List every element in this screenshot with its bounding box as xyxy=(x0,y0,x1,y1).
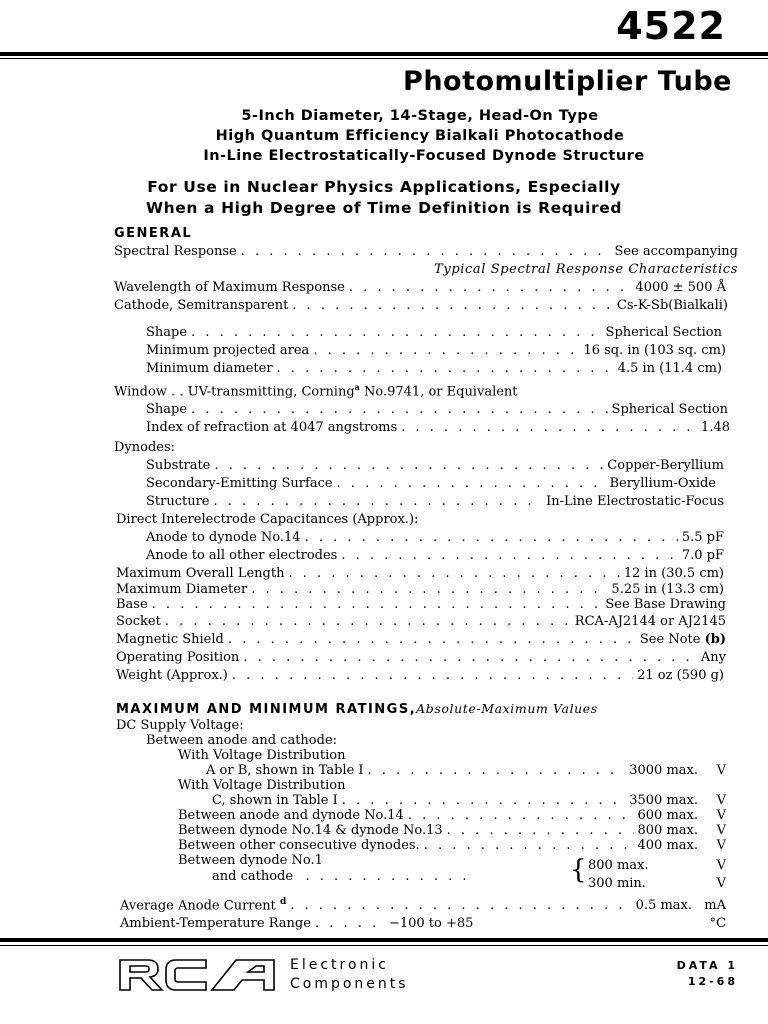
subtitle-line-1: 5-Inch Diameter, 14-Stage, Head-On Type xyxy=(241,108,599,124)
spectral-response-row xyxy=(114,243,738,261)
window-row: Window . . UV-transmitting, Corning$^a$ No.9741, or Equivalent xyxy=(114,382,518,400)
spectral-response-label: Spectral Response xyxy=(114,244,237,259)
c-shown-row: C, shown in Table I . . . 3500 max. V xyxy=(212,793,726,808)
other-consecutive-rating-row: Between other consecutive dynodes. . . . 400 max. V xyxy=(178,838,726,853)
structure-row: Structure . . . In-Line Electrostatic-Focus xyxy=(146,493,724,511)
ratings-heading: MAXIMUM AND MINIMUM RATINGS,Absolute-Maximum Values xyxy=(116,701,598,717)
max-length-row: Maximum Overall Length . . . 12 in (30.5 cm) xyxy=(116,565,724,583)
capacitances-label: Direct Interelectrode Capacitances (Approx.): xyxy=(116,512,419,528)
spectral-response-note: Typical Spectral Response Characteristics xyxy=(434,262,738,277)
tube-number: 4522 xyxy=(616,4,726,48)
footer-company: Electronic Components xyxy=(290,957,409,992)
rca-logo-icon xyxy=(118,958,278,992)
use-line-1: For Use in Nuclear Physics Applications, Especially xyxy=(147,178,621,196)
base-row: Base . . . See Base Drawing xyxy=(116,597,726,613)
anode-others-cap-row: Anode to all other electrodes . . . 7.0 pF xyxy=(146,547,724,565)
rca-logo xyxy=(118,958,278,997)
dc-supply-label: DC Supply Voltage: xyxy=(116,718,244,733)
page-title: Photomultiplier Tube xyxy=(403,66,732,97)
between-anode-cathode-label: Between anode and cathode: xyxy=(146,733,338,748)
with-voltage-distribution-2: With Voltage Distribution xyxy=(178,778,346,793)
magnetic-shield-row: Magnetic Shield . . . See Note (b) xyxy=(116,631,726,649)
dynode14-13-rating-row: Between dynode No.14 & dynode No.13 . . . 800 max. V xyxy=(178,823,726,838)
general-heading: GENERAL xyxy=(114,226,193,241)
cathode-shape-row: Shape . . . Spherical Section xyxy=(146,324,722,342)
footer-data-label: DATA 1 12-68 xyxy=(676,959,738,988)
substrate-row: Substrate . . . Copper-Beryllium xyxy=(146,457,724,475)
brace-icon: { xyxy=(570,855,587,885)
max-diameter-row: Maximum Diameter . . . 5.25 in (13.3 cm) xyxy=(116,583,724,597)
footer-rule-thin xyxy=(0,945,768,946)
header-rule xyxy=(0,52,768,56)
secondary-surface-row: Secondary-Emitting Surface . . . Beryllium-Oxide xyxy=(146,475,716,493)
window-shape-row: Shape . . . Spherical Section xyxy=(146,401,728,419)
min-projected-area-row: Minimum projected area . . . 16 sq. in (103 sq. cm) xyxy=(146,342,726,360)
subtitle-line-2: High Quantum Efficiency Bialkali Photocathode xyxy=(215,128,625,144)
general-section xyxy=(114,243,738,685)
refraction-row: Index of refraction at 4047 angstroms . . . 1.48 xyxy=(146,419,730,437)
header-rule-thin xyxy=(0,58,768,59)
use-line-2: When a High Degree of Time Definition is Required xyxy=(145,199,623,217)
min-diameter-row: Minimum diameter . . . 4.5 in (11.4 cm) xyxy=(146,360,722,378)
anode-dynode14-cap-row: Anode to dynode No.14 . . . 5.5 pF xyxy=(146,529,724,547)
dynodes-label: Dynodes: xyxy=(114,440,176,456)
avg-anode-current-row: Average Anode Current $^d$ . . . 0.5 max. mA xyxy=(120,893,726,915)
subtitle-line-3: In-Line Electrostatically-Focused Dynode Structure xyxy=(203,148,645,164)
cathode-row: Cathode, Semitransparent . . . Cs-K-Sb(Bialkali) xyxy=(114,297,728,315)
ambient-temp-row: Ambient-Temperature Range . . . −100 to +85 °C xyxy=(120,915,726,933)
with-voltage-distribution-1: With Voltage Distribution xyxy=(178,748,346,763)
spectral-response-value: See accompanying xyxy=(614,244,738,259)
wavelength-row: Wavelength of Maximum Response . . . 4000 ± 500 Å xyxy=(114,279,726,297)
operating-position-row: Operating Position . . . Any xyxy=(116,649,726,667)
a-or-b-row: A or B, shown in Table I . . . 3000 max. V xyxy=(206,763,726,778)
anode-dynode14-rating-row: Between anode and dynode No.14 . . . 600 max. V xyxy=(178,808,726,823)
socket-row: Socket . . . RCA-AJ2144 or AJ2145 xyxy=(116,613,726,631)
weight-row: Weight (Approx.) . . . 21 oz (590 g) xyxy=(116,667,724,685)
footer-rule xyxy=(0,938,768,942)
ratings-section xyxy=(116,718,736,933)
dynode1-cathode-rating: Between dynode No.1 and cathode . . . . . . . . . . . . { 800 max. V 300 min. V xyxy=(178,853,726,891)
